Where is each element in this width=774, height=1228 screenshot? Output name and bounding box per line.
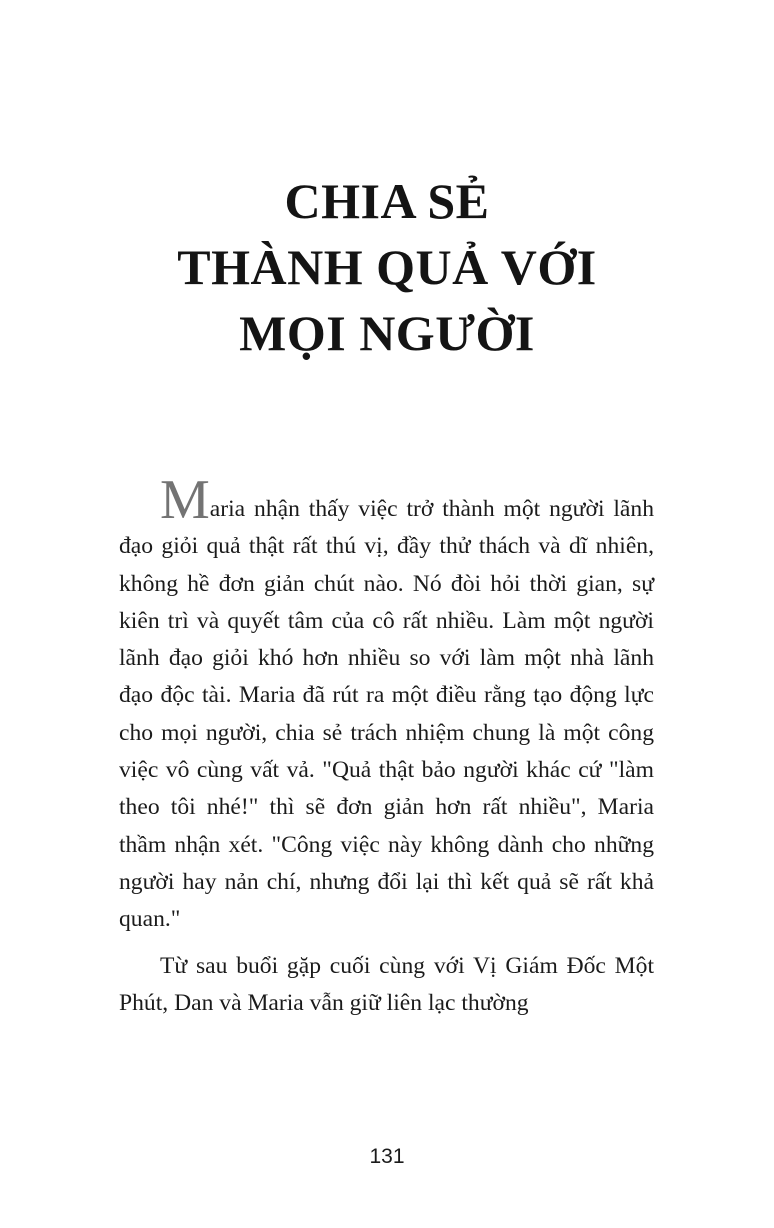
paragraph-2: Từ sau buổi gặp cuối cùng với Vị Giám Đốc Một Phút, Dan và Maria vẫn giữ liên lạc thường [119,952,654,1016]
body-text [119,469,654,1022]
paragraph-1-text: aria nhận thấy việc trở thành một người lãnh đạo giỏi quả thật rất thú vị, đầy thử thách và dĩ nhiên, không hề đơn giản chút nào. Nó đòi hỏi thời gian, sự kiên trì và quyết tâm của cô rất nhiều. Làm một người lãnh đạo giỏi khó hơn nhiều so với làm một nhà lãnh đạo độc tài. Maria đã rút ra một điều rằng tạo động lực cho mọi người, chia sẻ trách nhiệm chung là một công việc vô cùng vất vả. "Quả thật bảo người khác cứ "làm theo tôi nhé!" thì sẽ đơn giản hơn rất nhiều", Maria thầm nhận xét. "Công việc này không dành cho những người hay nản chí, nhưng đổi lại thì kết quả sẽ rất khả quan." [119,496,654,933]
paragraph-1 [119,469,654,939]
chapter-title-line-3: MỌI NGƯỜI [239,305,535,361]
chapter-title-line-1: CHIA SẺ [284,173,490,229]
chapter-title [0,168,774,366]
chapter-title-line-2: THÀNH QUẢ VỚI [177,239,597,295]
page-number: 131 [369,1145,405,1168]
drop-cap: M [160,469,210,531]
